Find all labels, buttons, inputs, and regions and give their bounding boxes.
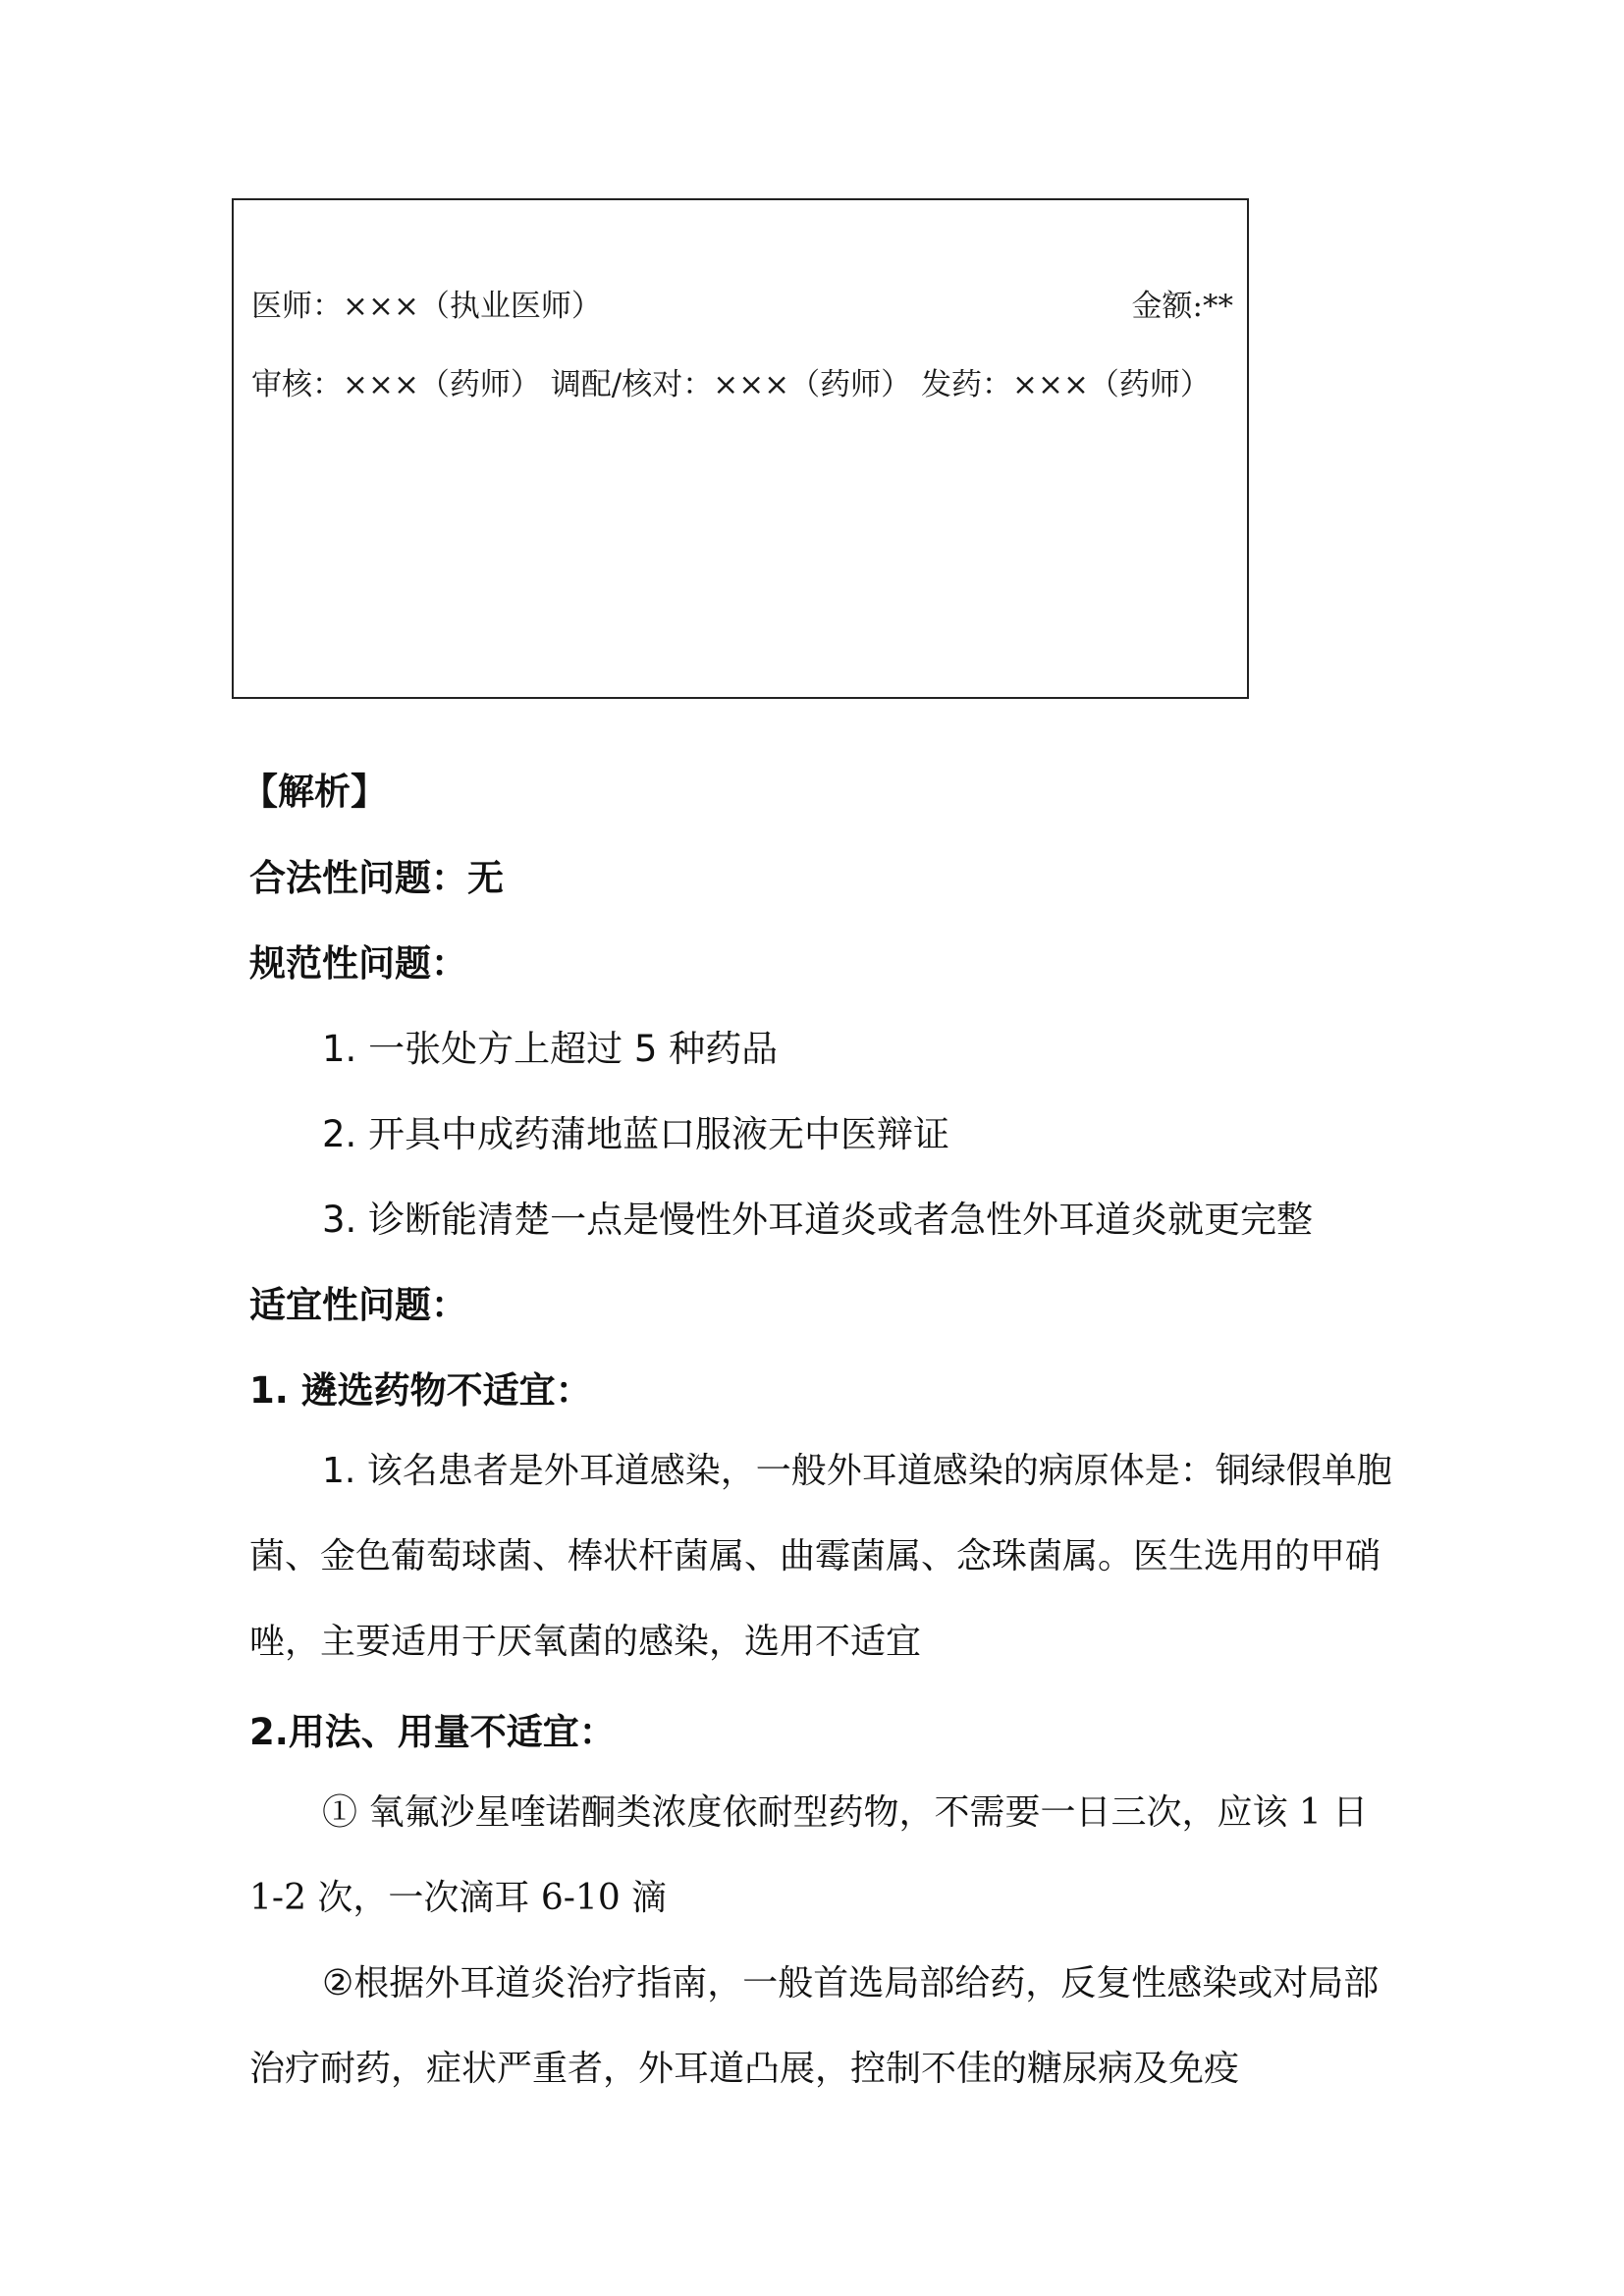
analysis-title: 【解析】 (242, 771, 387, 813)
normative-heading: 规范性问题： (249, 942, 467, 985)
pharmacist-signatures: 审核：×××（药师） 调配/核对：×××（药师） 发药：×××（药师） (251, 367, 1211, 402)
physician-signature: 医师：×××（执业医师） (251, 289, 602, 324)
dosage-heading: 2.用法、用量不适宜： (249, 1711, 616, 1753)
normative-item-1: 1. 一张处方上超过 5 种药品 (322, 1028, 779, 1070)
amount-field: 金额:** (1131, 289, 1233, 324)
normative-item-3: 3. 诊断能清楚一点是慢性外耳道炎或者急性外耳道炎就更完整 (322, 1199, 1314, 1241)
drug-selection-paragraph: 1. 该名患者是外耳道感染，一般外耳道感染的病原体是：铜绿假单胞菌、金色葡萄球菌、棒状杆菌属、曲霉菌属、念珠菌属。医生选用的甲硝唑，主要适用于厌氧菌的感染，选用不适宜 (249, 1451, 1392, 1662)
dosage-item-1: ① 氧氟沙星喹诺酮类浓度依耐型药物，不需要一日三次，应该 1 日 1-2 次，一次滴耳 6-10 滴 (249, 1792, 1369, 1918)
suitability-heading: 适宜性问题： (249, 1284, 467, 1326)
legality-heading: 合法性问题：无 (249, 857, 504, 899)
normative-item-2: 2. 开具中成药蒲地蓝口服液无中医辩证 (322, 1113, 950, 1155)
drug-selection-heading: 1. 遴选药物不适宜： (249, 1369, 592, 1412)
prescription-footer-box (232, 198, 1249, 699)
dosage-item-2: ②根据外耳道炎治疗指南，一般首选局部给药，反复性感染或对局部治疗耐药，症状严重者，外耳道凸展，控制不佳的糖尿病及免疫 (249, 1963, 1380, 2089)
